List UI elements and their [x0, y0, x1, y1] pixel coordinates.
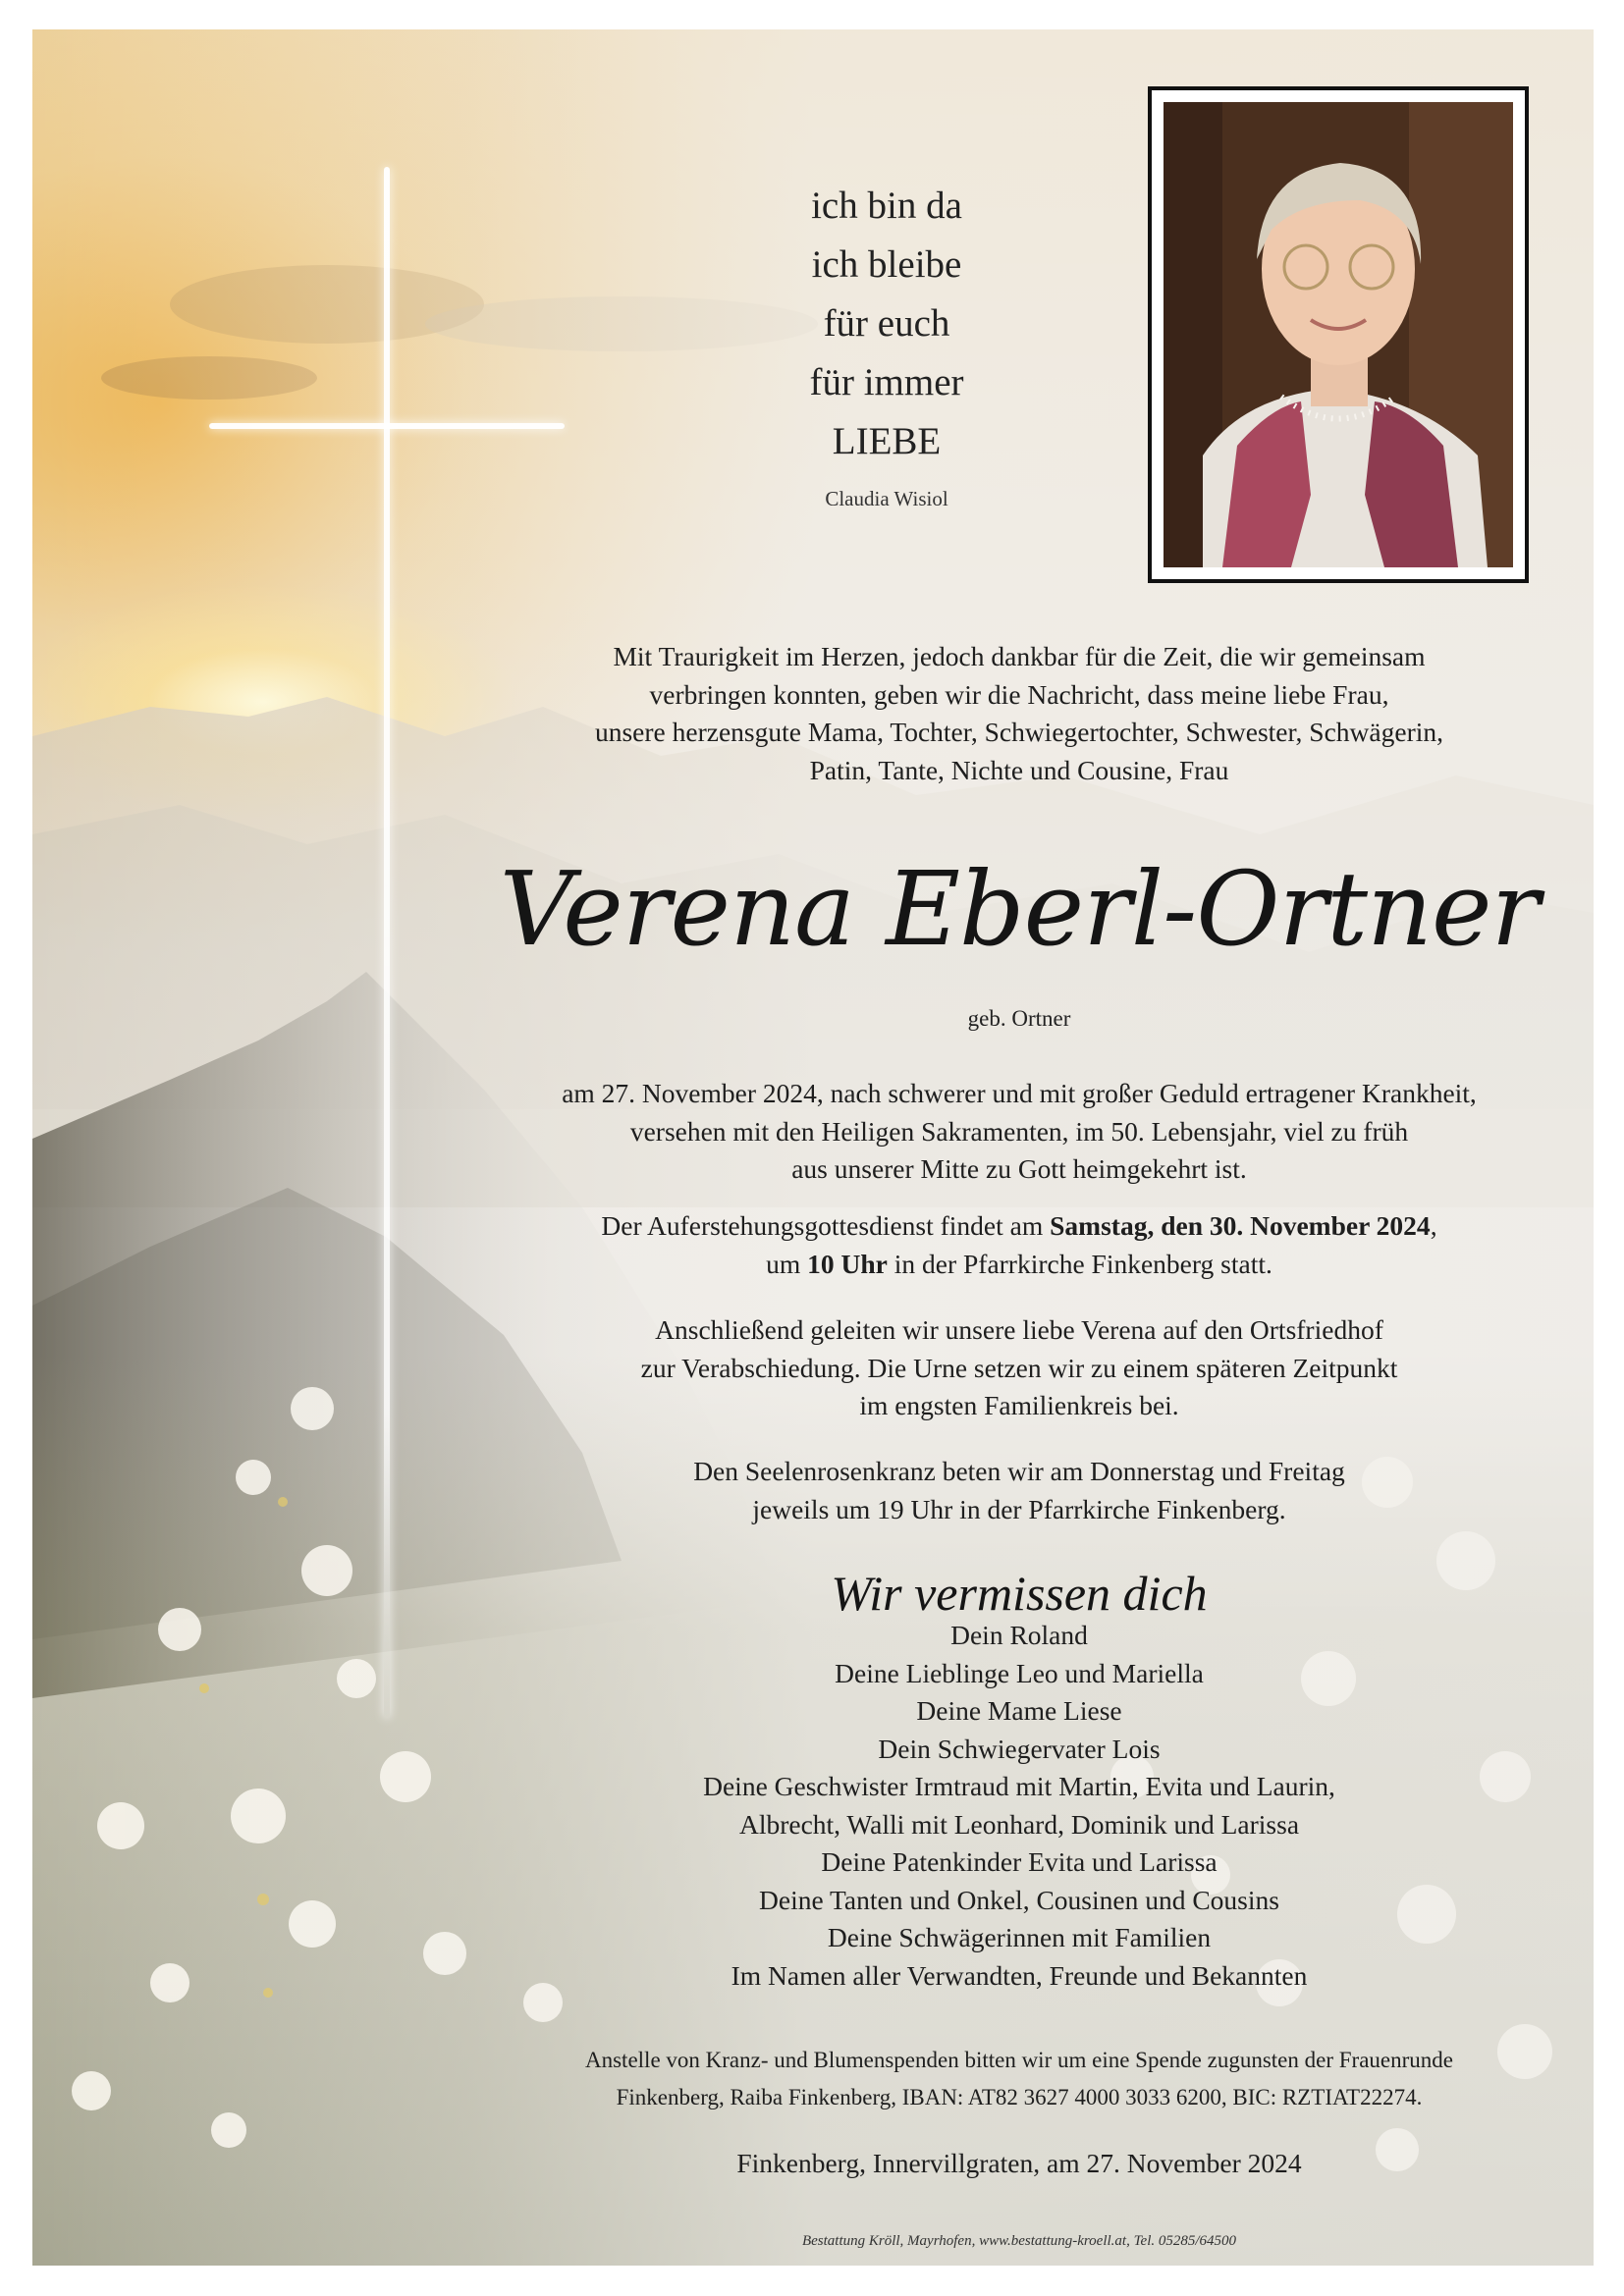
- mourner-line: Im Namen aller Verwandten, Freunde und Bekannten: [731, 1959, 1308, 1991]
- miss-heading: Wir vermissen dich: [831, 1566, 1208, 1621]
- text-line: verbringen konnten, geben wir die Nachricht, dass meine liebe Frau,: [649, 678, 1389, 710]
- deceased-name: Verena Eberl-Ortner: [499, 849, 1540, 969]
- donation-note: [435, 2042, 1594, 2116]
- mourners-list: [435, 1617, 1594, 1995]
- text-line: Anstelle von Kranz- und Blumenspenden bitten wir um eine Spende zugunsten der Frauenrunde: [585, 2048, 1453, 2072]
- poem-line: LIEBE: [832, 420, 942, 462]
- burial-info: [435, 1311, 1594, 1425]
- poem: [612, 177, 1162, 511]
- text-line: im engsten Familienkreis bei.: [859, 1390, 1179, 1420]
- text-line: jeweils um 19 Uhr in der Pfarrkirche Finkenberg.: [752, 1493, 1286, 1524]
- poem-author: Claudia Wisiol: [825, 487, 948, 510]
- birth-name: geb. Ortner: [967, 1006, 1071, 1031]
- obituary-card: [32, 29, 1594, 2266]
- death-notice: [435, 1075, 1594, 1189]
- service-line-1: Der Auferstehungsgottesdienst findet am Samstag, den 30. November 2024,: [601, 1210, 1437, 1241]
- text-line: Finkenberg, Raiba Finkenberg, IBAN: AT82 3627 4000 3033 6200, BIC: RZTIAT22274.: [616, 2085, 1423, 2109]
- service-line-2: um 10 Uhr in der Pfarrkirche Finkenberg statt.: [766, 1248, 1272, 1279]
- text-line: Den Seelenrosenkranz beten wir am Donnerstag und Freitag: [693, 1456, 1345, 1486]
- text-line: aus unserer Mitte zu Gott heimgekehrt ist.: [791, 1153, 1247, 1184]
- text-line: Finkenberg, Innervillgraten, am 27. November 2024: [736, 2148, 1302, 2178]
- mourner-line: Deine Mame Liese: [916, 1695, 1122, 1726]
- text-line: am 27. November 2024, nach schwerer und mit großer Geduld ertragener Krankheit,: [562, 1078, 1477, 1108]
- text-line: unsere herzensgute Mama, Tochter, Schwiegertochter, Schwester, Schwägerin,: [594, 717, 1444, 747]
- mourner-line: Albrecht, Walli mit Leonhard, Dominik und Larissa: [738, 1808, 1300, 1840]
- portrait-image: [1164, 102, 1513, 567]
- mourner-line: Deine Patenkinder Evita und Larissa: [821, 1846, 1218, 1877]
- mourner-line: Deine Schwägerinnen mit Familien: [827, 1922, 1212, 1952]
- place-date: [435, 2145, 1594, 2183]
- text-line: Mit Traurigkeit im Herzen, jedoch dankbar für die Zeit, die wir gemeinsam: [613, 641, 1426, 671]
- poem-line: ich bin da: [811, 185, 962, 227]
- mourner-line: Dein Roland: [950, 1620, 1088, 1650]
- text-line: Anschließend geleiten wir unsere liebe Verena auf den Ortsfriedhof: [655, 1314, 1383, 1345]
- text-line: zur Verabschiedung. Die Urne setzen wir zu einem späteren Zeitpunkt: [640, 1352, 1398, 1383]
- portrait-photo: [1148, 86, 1529, 583]
- text-line: versehen mit den Heiligen Sakramenten, im 50. Lebensjahr, viel zu früh: [629, 1115, 1409, 1147]
- poem-line: für immer: [809, 361, 964, 403]
- text-line: Patin, Tante, Nichte und Cousine, Frau: [809, 754, 1229, 785]
- funeral-home-footer: Bestattung Kröll, Mayrhofen, www.bestattung-kroell.at, Tel. 05285/64500: [801, 2233, 1237, 2249]
- poem-line: für euch: [823, 302, 950, 345]
- poem-line: ich bleibe: [811, 243, 962, 286]
- mourner-line: Deine Lieblinge Leo und Mariella: [835, 1657, 1204, 1688]
- rosary-info: [435, 1453, 1594, 1528]
- intro-text: [435, 638, 1594, 789]
- service-info: [435, 1207, 1594, 1283]
- mourner-line: Deine Geschwister Irmtraud mit Martin, Evita und Laurin,: [703, 1771, 1335, 1801]
- mourner-line: Deine Tanten und Onkel, Cousinen und Cousins: [759, 1884, 1279, 1915]
- mourner-line: Dein Schwiegervater Lois: [878, 1733, 1161, 1764]
